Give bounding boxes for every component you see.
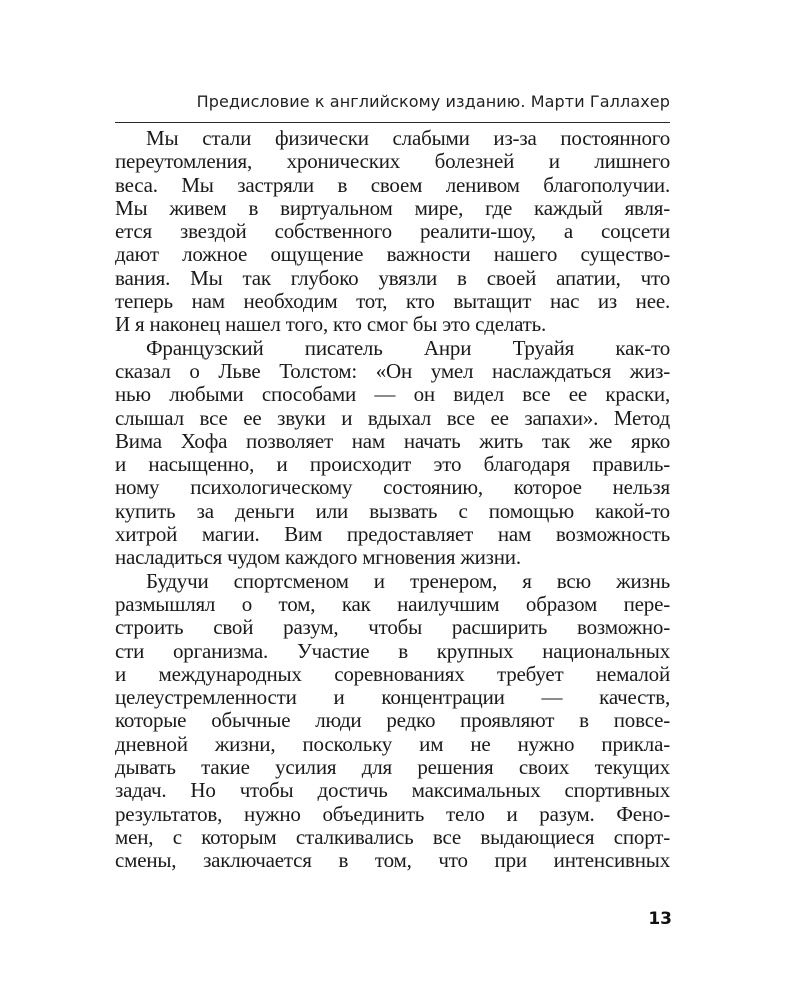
header-rule xyxy=(115,122,670,123)
text-line: хитрой магии. Вим предоставляет нам возможность xyxy=(115,522,670,547)
text-line: дывать такие усилия для решения своих текущих xyxy=(115,755,670,780)
text-line: переутомления, хронических болезней и лишнего xyxy=(115,149,670,174)
text-line: мен, с которым сталкивались все выдающиеся спорт- xyxy=(115,824,670,849)
text-line: результатов, нужно объединить тело и разум. Фено- xyxy=(115,801,670,826)
text-line: смены, заключается в том, что при интенсивных xyxy=(115,848,670,873)
text-line: веса. Мы застряли в своем ленивом благополучии. xyxy=(115,172,670,197)
text-line: нью любыми способами — он видел все ее краски, xyxy=(115,382,670,407)
text-line: и насыщенно, и происходит это благодаря правиль- xyxy=(115,452,670,477)
text-line: целеустремленности и концентрации — качеств, xyxy=(115,685,670,710)
text-line: дают ложное ощущение важности нашего существо- xyxy=(115,242,670,267)
text-line: сти организма. Участие в крупных национальных xyxy=(115,638,670,663)
text-line: теперь нам необходим тот, кто вытащит нас из нее. xyxy=(115,289,670,314)
text-line: купить за деньги или вызвать с помощью какой-то xyxy=(115,498,670,523)
text-line: задач. Но чтобы достичь максимальных спортивных xyxy=(115,778,670,803)
text-line: вания. Мы так глубоко увязли в своей апатии, что xyxy=(115,265,670,290)
text-line: И я наконец нашел того, кто смог бы это сделать. xyxy=(115,312,547,337)
running-header: Предисловие к английскому изданию. Марти Галлахер xyxy=(196,92,670,111)
text-line: сказал о Льве Толстом: «Он умел наслаждаться жиз- xyxy=(115,358,670,383)
text-line: и международных соревнованиях требует немалой xyxy=(115,661,670,686)
body-text xyxy=(115,127,670,873)
text-line: размышлял о том, как наилучшим образом пере- xyxy=(115,591,670,616)
text-line: насладиться чудом каждого мгновения жизни. xyxy=(115,545,521,570)
text-line: Вима Хофа позволяет нам начать жить так же ярко xyxy=(115,428,670,453)
text-line: ному психологическому состоянию, которое нельзя xyxy=(115,475,670,500)
page-number: 13 xyxy=(648,909,672,929)
text-line: Будучи спортсменом и тренером, я всю жизнь xyxy=(146,568,670,593)
text-line: которые обычные люди редко проявляют в повсе- xyxy=(115,708,670,733)
text-line: строить свой разум, чтобы расширить возможно- xyxy=(115,615,670,640)
text-line: Мы стали физически слабыми из-за постоянного xyxy=(146,126,670,150)
text-line: Французский писатель Анри Труайя как-то xyxy=(146,335,670,360)
text-line: ется звездой собственного реалити-шоу, а соцсети xyxy=(115,219,670,244)
text-line: слышал все ее звуки и вдыхал все ее запахи». Метод xyxy=(115,405,670,430)
text-line: дневной жизни, поскольку им не нужно прикла- xyxy=(115,731,670,756)
text-line: Мы живем в виртуальном мире, где каждый явля- xyxy=(115,195,670,220)
